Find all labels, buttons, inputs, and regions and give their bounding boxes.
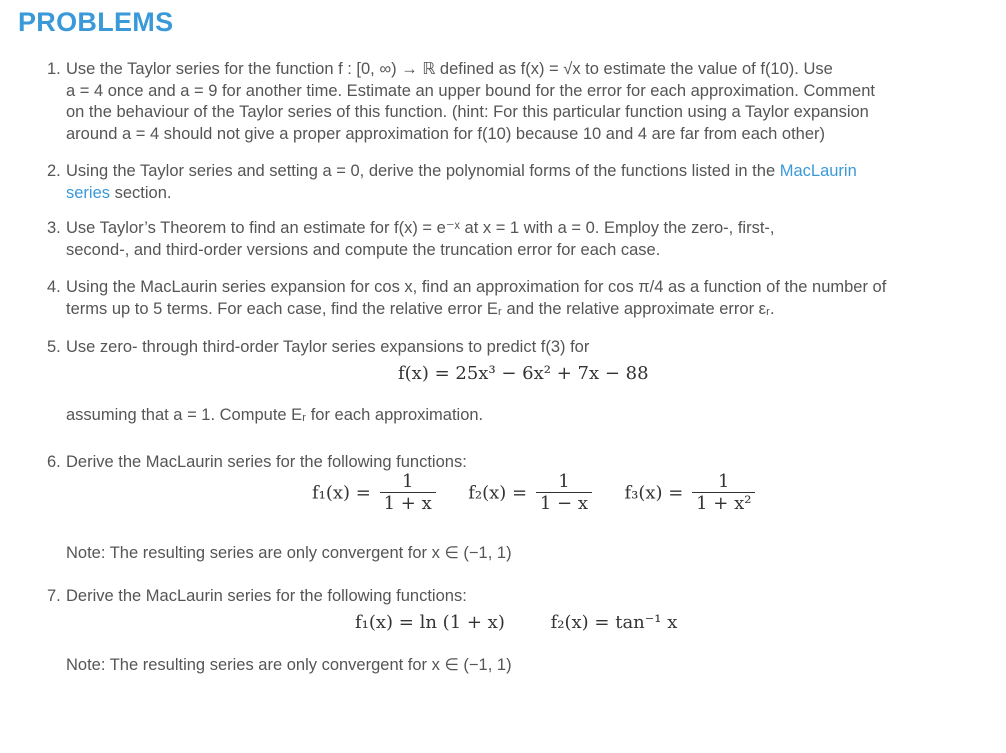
problem-number: 7. bbox=[47, 587, 61, 605]
problem-text-line: Using the Taylor series and setting a = 0, derive the polynomial forms of the functions listed in the bbox=[66, 162, 780, 180]
f2-numerator: 1 bbox=[558, 471, 570, 492]
page-title: PROBLEMS bbox=[18, 7, 174, 37]
f3-denominator: 1 + x² bbox=[692, 492, 755, 515]
problem-7-note: Note: The resulting series are only convergent for x ∈ (−1, 1) bbox=[66, 656, 512, 674]
f1-denominator: 1 + x bbox=[380, 492, 436, 515]
f1-fraction bbox=[380, 472, 436, 515]
problem-text-line: a = 4 once and a = 9 for another time. Estimate an upper bound for the error for each approximation. Comment bbox=[66, 81, 875, 100]
equation-problem-6 bbox=[312, 472, 758, 515]
problem-text-line: Use the Taylor series for the function f : [0, ∞) → ℝ defined as f(x) = √x to estimate the value of f(10). Use bbox=[66, 60, 833, 78]
problem-text-line: Derive the MacLaurin series for the following functions: bbox=[66, 453, 467, 471]
problem-text-line: terms up to 5 terms. For each case, find the relative error Eᵣ and the relative approximate error εᵣ. bbox=[66, 299, 775, 318]
problem-number: 4. bbox=[47, 278, 61, 296]
equation-problem-5: f(x) = 25x³ − 6x² + 7x − 88 bbox=[398, 363, 649, 384]
maclaurin-series-link[interactable]: MacLaurin bbox=[779, 162, 857, 180]
f3-fraction bbox=[692, 472, 755, 515]
f3-lhs: f₃(x) = bbox=[624, 482, 684, 504]
problem-number: 6. bbox=[47, 453, 61, 471]
problem-text-line: Use zero- through third-order Taylor series expansions to predict f(3) for bbox=[66, 338, 590, 356]
f1-lhs: f₁(x) = bbox=[312, 482, 371, 504]
problem-text-line: on the behaviour of the Taylor series of this function. (hint: For this particular function using a Taylor expansion bbox=[66, 103, 869, 121]
f2-denominator: 1 − x bbox=[536, 492, 592, 515]
problem-text-line: Derive the MacLaurin series for the following functions: bbox=[66, 587, 467, 605]
problem-5-followup: assuming that a = 1. Compute Eᵣ for each approximation. bbox=[66, 406, 484, 424]
problem-number: 2. bbox=[47, 162, 61, 180]
problem-number: 1. bbox=[47, 60, 61, 78]
problem-number: 3. bbox=[47, 219, 61, 237]
maclaurin-series-link-cont[interactable]: series bbox=[66, 183, 111, 202]
f1-numerator: 1 bbox=[401, 471, 414, 492]
f2-lhs: f₂(x) = bbox=[468, 482, 528, 504]
problem-text-line: around a = 4 should not give a proper approximation for f(10) because 10 and 4 are far from each other) bbox=[66, 124, 825, 143]
problem-number: 5. bbox=[47, 338, 61, 356]
f2-fraction bbox=[536, 472, 592, 515]
f3-numerator: 1 bbox=[718, 471, 730, 492]
problem-6-note: Note: The resulting series are only convergent for x ∈ (−1, 1) bbox=[66, 544, 512, 562]
problem-text-line: Using the MacLaurin series expansion for cos x, find an approximation for cos π/4 as a function of the number of bbox=[66, 278, 887, 296]
equation-problem-7: f₁(x) = ln (1 + x) f₂(x) = tan⁻¹ x bbox=[355, 612, 678, 633]
problem-text-line: Use Taylor’s Theorem to find an estimate for f(x) = e⁻ˣ at x = 1 with a = 0. Employ the zero-, first-, bbox=[66, 219, 775, 237]
problem-text-line: second-, and third-order versions and compute the truncation error for each case. bbox=[66, 240, 661, 259]
problem-text-line: section. bbox=[110, 183, 172, 202]
